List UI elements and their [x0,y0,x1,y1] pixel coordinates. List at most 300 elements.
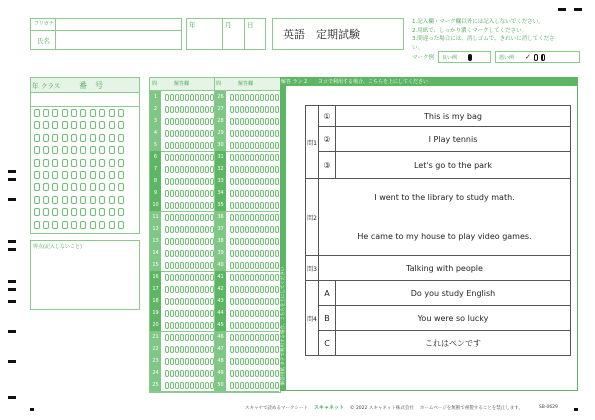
answer-bubble[interactable] [260,226,264,233]
answer-bubble[interactable] [235,382,239,389]
answer-bubble[interactable] [250,106,254,113]
answer-bubble[interactable] [170,190,174,197]
answer-bubble[interactable] [255,298,259,305]
id-bubble[interactable] [52,109,58,117]
answer-bubble[interactable] [205,106,209,113]
answer-bubble[interactable] [165,274,169,281]
answer-bubble[interactable] [190,322,194,329]
answer-bubble[interactable] [195,190,199,197]
id-bubble[interactable] [109,196,115,204]
answer-bubble[interactable] [195,226,199,233]
answer-bubble[interactable] [205,214,209,221]
answer-bubble[interactable] [275,130,279,137]
answer-bubble[interactable] [175,154,179,161]
answer-bubble[interactable] [245,178,249,185]
answer-bubble[interactable] [250,142,254,149]
id-bubble[interactable] [109,208,115,216]
id-bubble[interactable] [118,109,124,117]
answer-bubble[interactable] [255,166,259,173]
answer-bubble[interactable] [260,142,264,149]
answer-bubble[interactable] [275,298,279,305]
answer-bubble[interactable] [170,166,174,173]
id-bubble[interactable] [34,208,40,216]
answer-bubble[interactable] [275,202,279,209]
answer-bubble[interactable] [210,274,214,281]
answer-bubble[interactable] [180,262,184,269]
answer-bubble[interactable] [230,130,234,137]
answer-bubble[interactable] [175,190,179,197]
answer-bubble[interactable] [170,238,174,245]
answer-bubble[interactable] [180,286,184,293]
answer-bubble[interactable] [240,142,244,149]
answer-cell[interactable]: Talking with people [319,256,571,281]
answer-bubble[interactable] [275,262,279,269]
answer-bubble[interactable] [170,310,174,317]
answer-bubble[interactable] [235,142,239,149]
answer-bubble[interactable] [270,130,274,137]
answer-bubble[interactable] [210,334,214,341]
answer-bubble[interactable] [255,370,259,377]
answer-bubble[interactable] [245,274,249,281]
id-bubble[interactable] [71,183,77,191]
answer-bubble[interactable] [270,346,274,353]
answer-bubble[interactable] [270,358,274,365]
answer-bubble[interactable] [230,250,234,257]
answer-bubble[interactable] [205,178,209,185]
answer-bubble[interactable] [180,214,184,221]
answer-bubble[interactable] [270,190,274,197]
answer-bubble[interactable] [190,166,194,173]
answer-bubble[interactable] [180,142,184,149]
answer-bubble[interactable] [270,286,274,293]
answer-bubble[interactable] [210,310,214,317]
id-bubble[interactable] [34,109,40,117]
id-bubble[interactable] [109,221,115,229]
id-bubble[interactable] [109,183,115,191]
answer-bubble[interactable] [175,382,179,389]
answer-bubble[interactable] [255,274,259,281]
answer-bubble[interactable] [190,202,194,209]
answer-cell[interactable]: You were so lucky [336,306,571,331]
answer-bubble[interactable] [205,130,209,137]
answer-bubble[interactable] [230,202,234,209]
answer-bubble[interactable] [185,358,189,365]
answer-bubble[interactable] [180,382,184,389]
answer-bubble[interactable] [265,106,269,113]
answer-bubble[interactable] [235,346,239,353]
answer-bubble[interactable] [170,130,174,137]
id-bubble[interactable] [43,109,49,117]
answer-bubble[interactable] [260,166,264,173]
answer-bubble[interactable] [195,94,199,101]
answer-bubble[interactable] [255,118,259,125]
answer-bubble[interactable] [195,382,199,389]
answer-bubble[interactable] [270,154,274,161]
answer-bubble[interactable] [275,370,279,377]
answer-bubble[interactable] [195,214,199,221]
answer-bubble[interactable] [175,214,179,221]
answer-bubble[interactable] [200,142,204,149]
answer-bubble[interactable] [190,238,194,245]
answer-bubble[interactable] [165,334,169,341]
answer-bubble[interactable] [170,118,174,125]
id-bubble[interactable] [99,171,105,179]
id-bubble[interactable] [62,134,68,142]
answer-bubble[interactable] [205,298,209,305]
answer-cell[interactable]: I Play tennis [336,127,571,152]
answer-bubble[interactable] [210,94,214,101]
answer-bubble[interactable] [250,262,254,269]
answer-bubble[interactable] [200,178,204,185]
answer-bubble[interactable] [180,370,184,377]
id-bubble[interactable] [62,221,68,229]
answer-bubble[interactable] [250,238,254,245]
answer-bubble[interactable] [260,286,264,293]
answer-bubble[interactable] [245,190,249,197]
answer-bubble[interactable] [205,310,209,317]
answer-bubble[interactable] [170,274,174,281]
answer-bubble[interactable] [175,130,179,137]
answer-bubble[interactable] [195,142,199,149]
answer-bubble[interactable] [165,142,169,149]
answer-bubble[interactable] [255,178,259,185]
answer-bubble[interactable] [200,190,204,197]
answer-bubble[interactable] [180,346,184,353]
answer-bubble[interactable] [180,154,184,161]
answer-bubble[interactable] [195,298,199,305]
answer-bubble[interactable] [265,166,269,173]
id-bubble[interactable] [62,146,68,154]
answer-bubble[interactable] [265,286,269,293]
answer-bubble[interactable] [265,298,269,305]
answer-bubble[interactable] [200,322,204,329]
answer-bubble[interactable] [200,202,204,209]
answer-bubble[interactable] [230,178,234,185]
answer-bubble[interactable] [255,346,259,353]
answer-bubble[interactable] [240,334,244,341]
answer-bubble[interactable] [165,250,169,257]
answer-bubble[interactable] [195,262,199,269]
answer-bubble[interactable] [165,310,169,317]
id-bubble[interactable] [109,159,115,167]
answer-bubble[interactable] [210,190,214,197]
answer-bubble[interactable] [260,154,264,161]
answer-bubble[interactable] [175,166,179,173]
answer-bubble[interactable] [230,106,234,113]
id-bubble[interactable] [71,159,77,167]
answer-bubble[interactable] [200,166,204,173]
answer-bubble[interactable] [265,238,269,245]
id-bubble[interactable] [118,121,124,129]
answer-bubble[interactable] [270,214,274,221]
answer-bubble[interactable] [195,358,199,365]
answer-bubble[interactable] [170,346,174,353]
id-bubble[interactable] [43,221,49,229]
answer-bubble[interactable] [200,262,204,269]
answer-bubble[interactable] [205,370,209,377]
answer-bubble[interactable] [235,274,239,281]
answer-bubble[interactable] [245,226,249,233]
id-bubble[interactable] [52,221,58,229]
answer-cell[interactable]: Let's go to the park [336,152,571,179]
answer-bubble[interactable] [260,322,264,329]
answer-bubble[interactable] [245,358,249,365]
answer-bubble[interactable] [190,250,194,257]
answer-bubble[interactable] [265,334,269,341]
answer-bubble[interactable] [250,166,254,173]
answer-bubble[interactable] [265,382,269,389]
answer-bubble[interactable] [275,286,279,293]
answer-bubble[interactable] [260,250,264,257]
answer-bubble[interactable] [240,382,244,389]
answer-bubble[interactable] [235,106,239,113]
answer-bubble[interactable] [230,298,234,305]
id-bubble[interactable] [90,109,96,117]
answer-bubble[interactable] [170,178,174,185]
answer-bubble[interactable] [250,346,254,353]
answer-bubble[interactable] [235,190,239,197]
id-bubble[interactable] [34,134,40,142]
answer-bubble[interactable] [185,262,189,269]
answer-bubble[interactable] [180,310,184,317]
answer-bubble[interactable] [175,106,179,113]
answer-bubble[interactable] [185,190,189,197]
answer-bubble[interactable] [230,358,234,365]
answer-bubble[interactable] [175,286,179,293]
answer-bubble[interactable] [170,202,174,209]
answer-bubble[interactable] [260,334,264,341]
answer-bubble[interactable] [265,214,269,221]
answer-bubble[interactable] [165,262,169,269]
answer-bubble[interactable] [205,250,209,257]
id-bubble[interactable] [90,146,96,154]
answer-bubble[interactable] [200,130,204,137]
answer-bubble[interactable] [265,358,269,365]
answer-bubble[interactable] [260,118,264,125]
answer-bubble[interactable] [235,214,239,221]
answer-bubble[interactable] [270,334,274,341]
answer-bubble[interactable] [180,106,184,113]
answer-bubble[interactable] [175,370,179,377]
answer-bubble[interactable] [205,94,209,101]
answer-bubble[interactable] [195,202,199,209]
answer-bubble[interactable] [275,238,279,245]
answer-bubble[interactable] [260,274,264,281]
answer-bubble[interactable] [245,106,249,113]
answer-bubble[interactable] [210,130,214,137]
answer-bubble[interactable] [230,310,234,317]
answer-bubble[interactable] [190,94,194,101]
answer-bubble[interactable] [270,166,274,173]
answer-bubble[interactable] [245,250,249,257]
answer-bubble[interactable] [240,250,244,257]
answer-bubble[interactable] [245,142,249,149]
answer-bubble[interactable] [275,106,279,113]
answer-bubble[interactable] [260,370,264,377]
answer-bubble[interactable] [230,118,234,125]
answer-bubble[interactable] [185,166,189,173]
id-bubble[interactable] [109,171,115,179]
id-bubble[interactable] [90,196,96,204]
answer-bubble[interactable] [260,190,264,197]
answer-bubble[interactable] [255,106,259,113]
answer-bubble[interactable] [210,286,214,293]
answer-bubble[interactable] [245,370,249,377]
id-bubble[interactable] [71,171,77,179]
answer-bubble[interactable] [275,334,279,341]
answer-bubble[interactable] [235,298,239,305]
answer-bubble[interactable] [185,178,189,185]
answer-bubble[interactable] [175,226,179,233]
answer-bubble[interactable] [175,238,179,245]
answer-bubble[interactable] [245,334,249,341]
answer-bubble[interactable] [185,130,189,137]
answer-bubble[interactable] [200,106,204,113]
answer-bubble[interactable] [210,142,214,149]
answer-bubble[interactable] [275,322,279,329]
answer-bubble[interactable] [235,286,239,293]
answer-bubble[interactable] [270,226,274,233]
id-bubble[interactable] [62,121,68,129]
answer-bubble[interactable] [170,298,174,305]
answer-bubble[interactable] [250,286,254,293]
answer-bubble[interactable] [230,322,234,329]
answer-bubble[interactable] [210,166,214,173]
answer-bubble[interactable] [245,118,249,125]
answer-bubble[interactable] [195,310,199,317]
answer-bubble[interactable] [255,322,259,329]
answer-bubble[interactable] [205,154,209,161]
answer-bubble[interactable] [175,118,179,125]
answer-bubble[interactable] [275,142,279,149]
answer-bubble[interactable] [250,226,254,233]
answer-bubble[interactable] [250,190,254,197]
id-bubble[interactable] [34,221,40,229]
answer-bubble[interactable] [270,178,274,185]
answer-bubble[interactable] [230,190,234,197]
id-bubble[interactable] [118,221,124,229]
answer-bubble[interactable] [240,310,244,317]
answer-bubble[interactable] [270,298,274,305]
answer-bubble[interactable] [190,130,194,137]
answer-bubble[interactable] [245,94,249,101]
answer-bubble[interactable] [255,214,259,221]
answer-bubble[interactable] [165,298,169,305]
id-bubble[interactable] [80,196,86,204]
answer-bubble[interactable] [205,238,209,245]
answer-bubble[interactable] [245,310,249,317]
id-bubble[interactable] [52,183,58,191]
id-bubble[interactable] [118,134,124,142]
answer-bubble[interactable] [245,130,249,137]
answer-bubble[interactable] [210,154,214,161]
answer-bubble[interactable] [245,298,249,305]
id-bubble[interactable] [71,146,77,154]
answer-bubble[interactable] [210,382,214,389]
answer-bubble[interactable] [200,250,204,257]
answer-bubble[interactable] [265,142,269,149]
answer-bubble[interactable] [250,310,254,317]
answer-bubble[interactable] [180,298,184,305]
answer-bubble[interactable] [230,238,234,245]
id-bubble[interactable] [52,146,58,154]
answer-bubble[interactable] [190,298,194,305]
answer-bubble[interactable] [185,334,189,341]
answer-bubble[interactable] [170,358,174,365]
answer-bubble[interactable] [270,322,274,329]
answer-bubble[interactable] [255,130,259,137]
id-bubble[interactable] [52,159,58,167]
answer-bubble[interactable] [235,250,239,257]
answer-bubble[interactable] [200,382,204,389]
id-bubble[interactable] [118,196,124,204]
id-bubble[interactable] [71,121,77,129]
answer-bubble[interactable] [195,178,199,185]
id-bubble[interactable] [52,208,58,216]
id-bubble[interactable] [80,183,86,191]
answer-bubble[interactable] [190,178,194,185]
answer-bubble[interactable] [180,250,184,257]
answer-bubble[interactable] [240,274,244,281]
answer-bubble[interactable] [185,226,189,233]
id-bubble[interactable] [34,121,40,129]
answer-bubble[interactable] [180,130,184,137]
answer-bubble[interactable] [195,106,199,113]
answer-bubble[interactable] [270,310,274,317]
answer-bubble[interactable] [230,274,234,281]
answer-bubble[interactable] [250,202,254,209]
answer-bubble[interactable] [255,262,259,269]
answer-bubble[interactable] [250,274,254,281]
answer-bubble[interactable] [240,130,244,137]
answer-bubble[interactable] [210,322,214,329]
answer-bubble[interactable] [195,346,199,353]
answer-bubble[interactable] [240,118,244,125]
answer-bubble[interactable] [165,130,169,137]
answer-bubble[interactable] [200,370,204,377]
id-bubble[interactable] [99,134,105,142]
answer-bubble[interactable] [165,322,169,329]
answer-bubble[interactable] [180,358,184,365]
answer-bubble[interactable] [205,358,209,365]
answer-bubble[interactable] [245,382,249,389]
answer-bubble[interactable] [205,322,209,329]
id-bubble[interactable] [71,208,77,216]
answer-bubble[interactable] [240,214,244,221]
answer-bubble[interactable] [230,370,234,377]
id-bubble[interactable] [62,109,68,117]
answer-bubble[interactable] [260,298,264,305]
answer-bubble[interactable] [200,226,204,233]
answer-bubble[interactable] [235,118,239,125]
answer-bubble[interactable] [260,202,264,209]
answer-bubble[interactable] [180,178,184,185]
answer-bubble[interactable] [170,154,174,161]
answer-bubble[interactable] [270,142,274,149]
id-bubble[interactable] [99,208,105,216]
answer-bubble[interactable] [265,94,269,101]
answer-bubble[interactable] [250,94,254,101]
answer-bubble[interactable] [195,154,199,161]
answer-bubble[interactable] [265,154,269,161]
answer-bubble[interactable] [165,226,169,233]
answer-bubble[interactable] [190,214,194,221]
answer-bubble[interactable] [250,178,254,185]
answer-bubble[interactable] [175,274,179,281]
answer-bubble[interactable] [185,106,189,113]
answer-bubble[interactable] [165,190,169,197]
answer-bubble[interactable] [230,166,234,173]
